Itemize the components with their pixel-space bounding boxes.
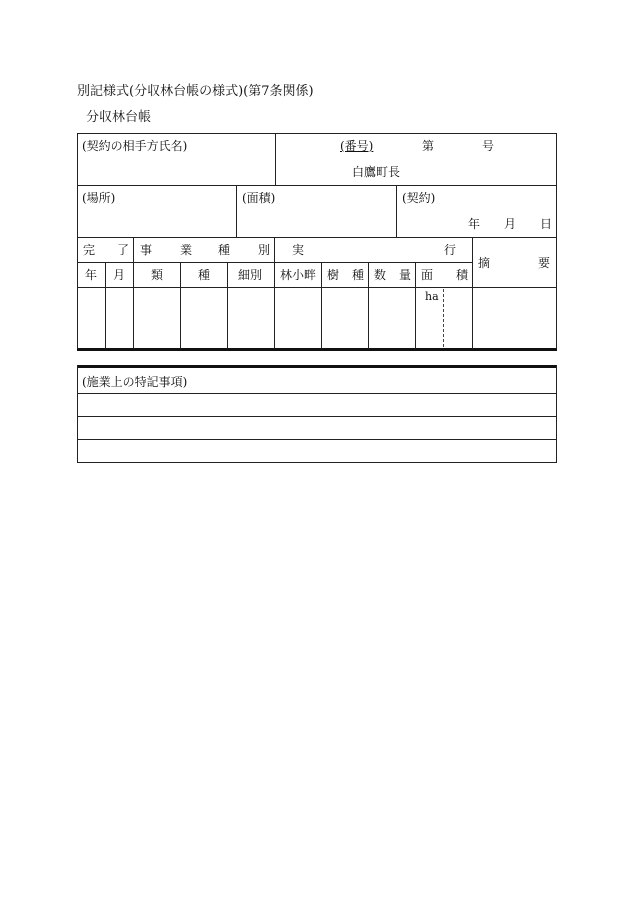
col-suryo-char-1: 数: [374, 268, 387, 282]
col-jushu-char-1: 樹: [327, 268, 340, 282]
date-year: 年: [468, 217, 481, 231]
partner-name-label: (契約の相手方氏名): [82, 139, 188, 153]
number-go: 号: [482, 139, 495, 153]
jigyo-char-1: 事: [140, 243, 153, 257]
col-saibetsu: 細別: [238, 268, 263, 282]
kanryo-char-1: 完: [83, 243, 96, 257]
place-label: (場所): [82, 191, 116, 205]
area-unit-ha: ha: [425, 290, 439, 303]
form-title: 別記様式(分収林台帳の様式)(第7条関係): [77, 84, 314, 99]
number-dai: 第: [422, 139, 435, 153]
jikko-char-1: 実: [292, 243, 305, 257]
jigyo-char-2: 業: [180, 243, 193, 257]
col-menseki-char-1: 面: [421, 268, 434, 282]
col-rinshohan: 林小畔: [280, 268, 317, 282]
mayor-label: 白鷹町長: [352, 165, 401, 179]
col-shu: 種: [198, 268, 211, 282]
special-notes-label: (施業上の特記事項): [82, 375, 188, 389]
col-year: 年: [85, 268, 98, 282]
kanryo-char-2: 了: [117, 243, 130, 257]
tekiyo-char-2: 要: [538, 256, 551, 270]
tekiyo-char-1: 摘: [478, 256, 491, 270]
col-suryo-char-2: 量: [399, 268, 412, 282]
area-label: (面積): [242, 191, 276, 205]
col-jushu-char-2: 種: [352, 268, 365, 282]
col-rui: 類: [151, 268, 164, 282]
col-menseki-char-2: 積: [456, 268, 469, 282]
jigyo-char-4: 別: [258, 243, 271, 257]
date-day: 日: [540, 217, 553, 231]
contract-date-label: (契約): [402, 191, 436, 205]
date-month: 月: [504, 217, 517, 231]
number-label: (番号): [340, 139, 374, 153]
ledger-title: 分収林台帳: [86, 110, 152, 125]
jikko-char-2: 行: [444, 243, 457, 257]
jigyo-char-3: 種: [218, 243, 231, 257]
col-month: 月: [113, 268, 126, 282]
